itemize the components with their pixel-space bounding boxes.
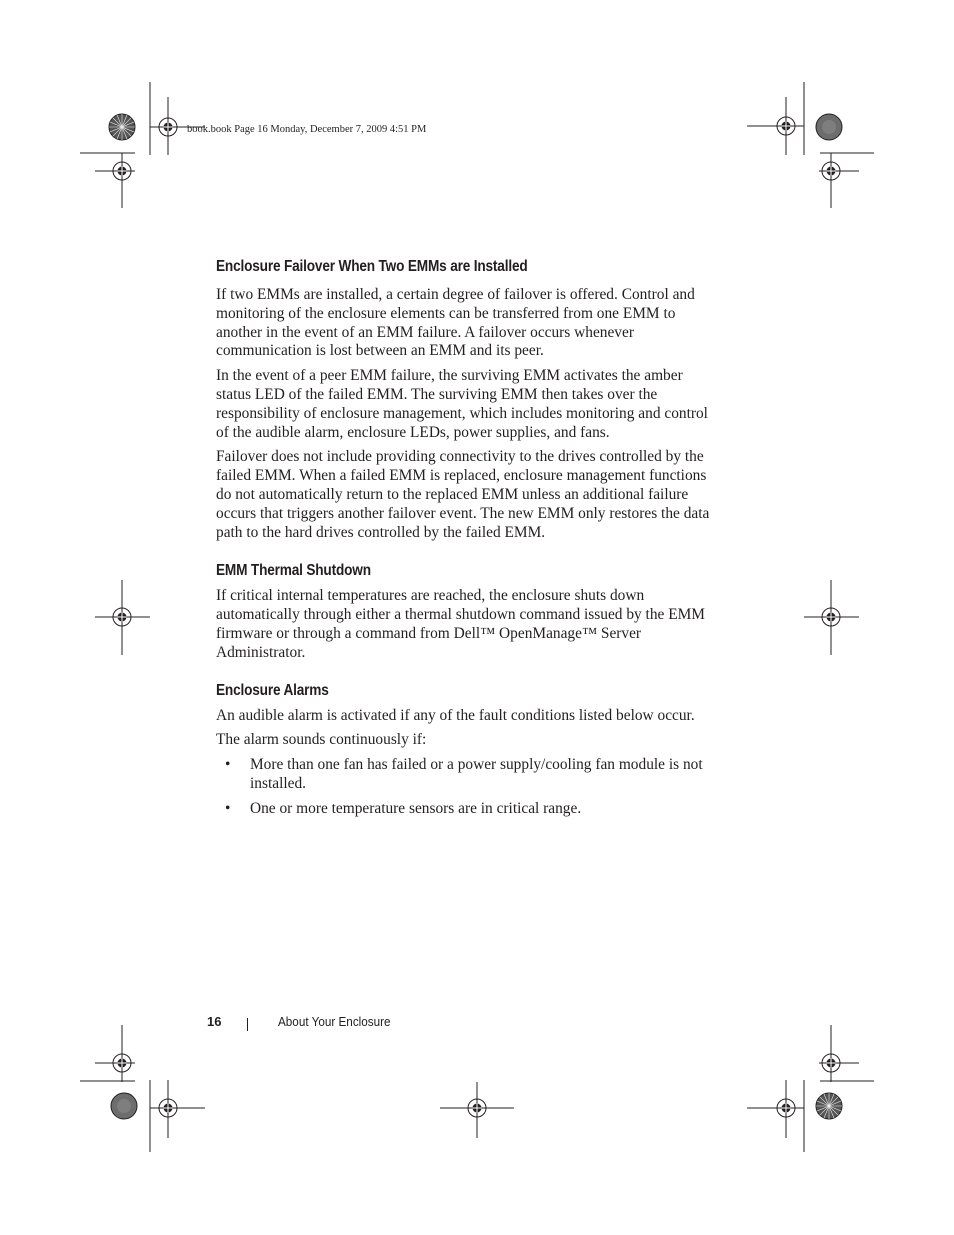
- paragraph: An audible alarm is activated if any of the fault conditions listed below occur.: [216, 706, 695, 724]
- paragraph: In the event of a peer EMM failure, the surviving EMM activates the amber status LED of the failed EMM. The surviving EMM then takes over the responsibility of enclosure management, which includes monitoring and control of the audible alarm, enclosure LEDs, power supplies, and fans.: [216, 367, 708, 441]
- paragraph: If two EMMs are installed, a certain degree of failover is offered. Control and monitoring of the enclosure elements can be transferred from one EMM to another in the event of an EMM failure. A failover occurs whenever communication is lost between an EMM and its peer.: [216, 286, 695, 360]
- slug-line: book.book Page 16 Monday, December 7, 2009 4:51 PM: [187, 124, 427, 135]
- alarm-conditions-list: [216, 756, 716, 818]
- bullet-icon: •: [225, 799, 231, 817]
- section-heading: Enclosure Failover When Two EMMs are Installed: [216, 258, 528, 275]
- page-content: [216, 258, 716, 819]
- paragraph: If critical internal temperatures are reached, the enclosure shuts down automatically through either a thermal shutdown command issued by the EMM firmware or through a command from Dell™ OpenManage™ Server Administrator.: [216, 587, 705, 661]
- bullet-icon: •: [225, 756, 231, 774]
- section-enclosure-alarms: [216, 682, 716, 819]
- section-heading: Enclosure Alarms: [216, 681, 329, 699]
- paragraph: The alarm sounds continuously if:: [216, 731, 427, 749]
- list-item: [216, 800, 716, 819]
- section-heading: EMM Thermal Shutdown: [216, 562, 371, 580]
- footer-section-title: About Your Enclosure: [278, 1014, 391, 1029]
- list-item-text: More than one fan has failed or a power supply/cooling fan module is not installed.: [250, 756, 703, 792]
- footer-divider: [247, 1018, 248, 1031]
- list-item-text: One or more temperature sensors are in critical range.: [250, 799, 582, 817]
- paragraph: Failover does not include providing connectivity to the drives controlled by the failed EMM. When a failed EMM is replaced, enclosure management functions do not automatically return to the replaced EMM unless an additional failure occurs that triggers another failover event. The new EMM only restores the data path to the hard drives controlled by the failed EMM.: [216, 448, 710, 541]
- list-item: [216, 756, 716, 794]
- section-enclosure-failover: [216, 258, 716, 542]
- section-emm-thermal-shutdown: [216, 562, 716, 662]
- page-number: 16: [207, 1014, 222, 1029]
